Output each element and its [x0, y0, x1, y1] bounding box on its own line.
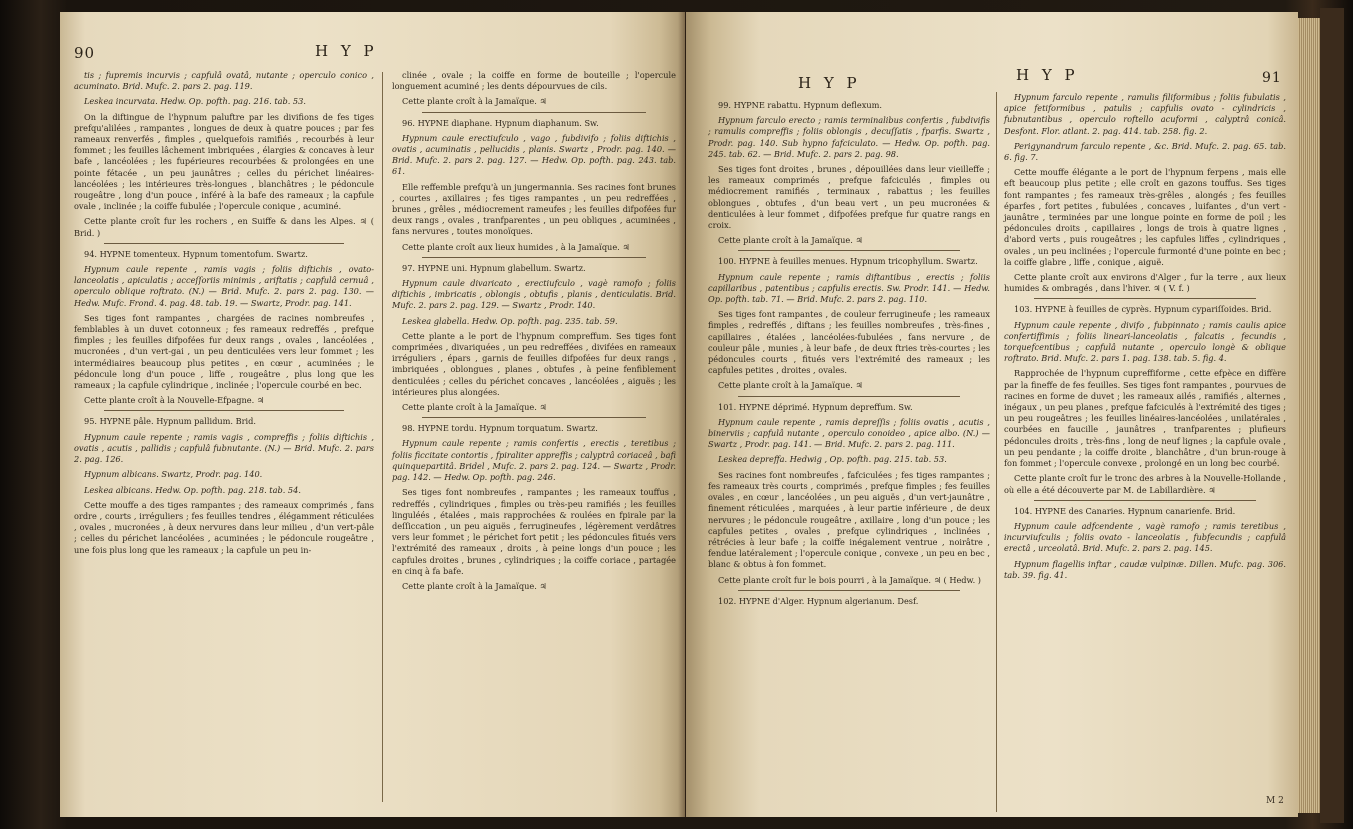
column-rule: [996, 92, 997, 812]
section-separator: [1034, 298, 1256, 299]
section-separator: [104, 410, 344, 411]
book-cover-edge: [1320, 8, 1344, 823]
body-paragraph: Cette plante croît fur le tronc des arbres à la Nouvelle-Hollande , où elle a été découverte par M. de Labillardière. ♃: [1004, 473, 1286, 495]
body-paragraph: Ses tiges font rampantes , de couleur ferrugineufe ; les rameaux fimples , redreffés , diftans ; les feuilles nombreufes , très-fines , capillaires , étalées , lancéolées-fubulées , fans nervure , de couleur pâle , munies , à leur bafe , de deux ftries très-courtes ; les pédoncules courts , fitués vers l'extrémité des rameaux ; les capfules petites , droites , ovales.: [708, 309, 990, 376]
left-page-number: 90: [74, 44, 96, 62]
section-separator: [738, 590, 960, 591]
synonym-paragraph: Leskea glabella. Hedw. Op. pofth. pag. 235. tab. 59.: [402, 315, 618, 326]
body-paragraph: 104. HYPNE des Canaries. Hypnum canarienfe. Brid.: [1014, 505, 1236, 516]
body-paragraph: 97. HYPNE uni. Hypnum glabellum. Swartz.: [402, 262, 586, 273]
synonym-paragraph: Hypnum caule erectiufculo , vago , fubdivifo ; foliis diftichis , ovatis , acuminatis , pellucidis , planis. Swartz , Prodr. pag. 140. — Brid. Mufc. 2. pars 2. pag. 127. — Hedw. Op. pofth. pag. 243. tab. 61.: [392, 132, 676, 177]
section-separator: [104, 243, 344, 244]
body-paragraph: Ses tiges font droites , brunes , dépouillées dans leur vieilleffe ; les rameaux comprimés , prefque fafciculés , fimples ou médiocrement ramifiés , terminaux , rabattus ; les feuilles oblongues , obtufes , d'un beau vert , un peu mucronées & denticulées à leur fommet , difpofées prefque fur quatre rangs en croix.: [708, 164, 990, 231]
section-separator: [422, 112, 646, 113]
synonym-paragraph: Hypnum caule repente ; ramis vagis , compreffis ; foliis diftichis , ovatis , acutis , pallidis ; capfulâ fubnutante. (N.) — Brid. Mufc. 2. pars 2. pag. 126.: [74, 431, 374, 465]
section-separator: [422, 417, 646, 418]
right-running-head: H Y P: [1016, 66, 1079, 84]
left-column-2: [392, 70, 676, 596]
left-running-head: H Y P: [315, 42, 378, 60]
body-paragraph: Cette plante croît à la Jamaïque. ♃: [402, 96, 547, 107]
section-separator: [738, 396, 960, 397]
synonym-paragraph: Leskea incurvata. Hedw. Op. pofth. pag. 216. tab. 53.: [84, 96, 306, 107]
body-paragraph: Cette plante croît à la Jamaïque. ♃: [718, 235, 863, 246]
section-separator: [422, 257, 646, 258]
left-page: [60, 12, 685, 817]
section-separator: [1034, 500, 1256, 501]
body-paragraph: 100. HYPNE à feuilles menues. Hypnum tricophyllum. Swartz.: [718, 256, 978, 267]
right-page-number: 91: [1262, 70, 1282, 86]
synonym-paragraph: Hypnum albicans. Swartz, Prodr. pag. 140.: [84, 469, 263, 480]
body-paragraph: Cette plante croît fur le bois pourri , à la Jamaïque. ♃ ( Hedw. ): [718, 574, 981, 585]
body-paragraph: Ses tiges font nombreufes , rampantes ; les rameaux touffus , redreffés , cylindriques , fimples ou très-peu ramifiés ; les feuilles linguléés , étalées , mais rapprochées & roulées en fpirale par la deſſiccation , un peu aiguës , ferrugineufes , légèrement verdâtres vers leur fommet ; le périchet fort petit ; les pédoncules fitués vers l'extrémité des rameaux , droits , à peine longs d'un pouce ; les capfules droites , brunes , cylindriques ; la coiffe coriace , partagée en cinq à fa bafe.: [392, 487, 676, 576]
body-paragraph: 95. HYPNE pâle. Hypnum pallidum. Brid.: [84, 416, 256, 427]
body-paragraph: Cette plante a le port de l'hypnum compreffum. Ses tiges font comprimées , divariquées , un peu redreffées , divifées en rameaux irréguliers , épars , garnis de feuilles difpofées fur deux rangs , imbriquées , oblongues , planes , obtufes , à peine fenfiblement denticulées ; celles du périchet concaves , lancéolées , aiguës ; les intérieures plus alongées.: [392, 330, 676, 397]
synonym-paragraph: Hypnum caule repente ; ramis diftantibus , erectis ; foliis capillaribus , patentibus ; capfulis erectis. Sw. Prodr. 141. — Hedw. Op. pofth. tab. 71. — Brid. Mufc. 2. pars 2. pag. 110.: [708, 271, 990, 305]
right-page: [686, 12, 1298, 817]
left-column-1: [74, 70, 374, 560]
body-paragraph: 102. HYPNE d'Alger. Hypnum algerianum. Desf.: [718, 595, 919, 606]
body-paragraph: Cette mouffe élégante a le port de l'hypnum ferpens , mais elle eft beaucoup plus petite ; elle croît en gazons touffus. Ses tiges font rampantes ; fes rameaux très-grêles , alongés ; fes feuilles éparfes , fort petites , fubulées , concaves , luifantes , d'un vert - jaunâtre , terminées par une longue pointe en forme de poil ; les pédoncules droits , capillaires , longs de trois à quatre lignes , d'abord verts , puis rougeâtres ; les capfules liffes , cylindriques , ovales , un peu inclinées ; l'opercule furmonté d'une pointe en bec ; la coiffe glabre , liffe , conique , aiguë.: [1004, 167, 1286, 267]
page-edges: [1298, 18, 1320, 813]
section-separator: [738, 250, 960, 251]
body-paragraph: 99. HYPNE rabattu. Hypnum deflexum.: [718, 100, 882, 110]
synonym-paragraph: Leskea depreffa. Hedwig , Op. pofth. pag. 215. tab. 53.: [718, 454, 947, 465]
right-column-2: [1004, 92, 1286, 585]
body-paragraph: Cette plante croît à la Jamaïque. ♃: [402, 402, 547, 413]
body-paragraph: Ses racines font nombreufes , fafciculées ; fes tiges rampantes ; fes rameaux très courts , comprimés , prefque fimples ; fes feuilles ovales , en cœur , lancéolées , un peu aiguës , d'un vert-jaunâtre , finement réticulées , marquées , à leur partie inférieure , de deux nervures ; le pédoncule rougeâtre , axillaire , long d'un pouce ; les capfules petites , ovales , prefque cylindriques , inclinées , rétrécies à leur bafe ; la coiffe inégalement ventrue , noirâtre , fendue latéralement ; l'opercule conique , convexe , un peu en bec , blanc & obtus à fon fommet.: [708, 469, 990, 570]
synonym-paragraph: Hypnum caule repente , divifo , fubpinnato ; ramis caulis apice confertiffimis ; foliis lineari-lanceolatis , falcatis , fecundis , torquefcentibus ; capfulâ nutante , operculo longè & oblique roftrato. Brid. Mufc. 2. pars 1. pag. 138. tab. 5. fig. 4.: [1004, 319, 1286, 364]
body-paragraph: On la diftingue de l'hypnum paluftre par les divifions de fes tiges prefqu'alilées , rampantes , longues de deux à quatre pouces ; par fes rameaux renverfés , fimples , quelquefois ramifiés , recourbés à leur fommet ; les feuilles lâchement imbriquées , élargies & concaves à leur bafe , lancéolées ; les fupérieures recourbées & prolongées en une pointe fétacée , un peu jaunâtres ; celles du périchet linéaires-lancéolées ; les intérieures très-longues , blanchâtres ; le pédoncule rougeâtre , long d'un pouce , inféré à la bafe des rameaux ; la capfule ovale , inclinée ; la coiffe fubulée ; l'opercule conique , acuminé.: [74, 111, 374, 212]
synonym-paragraph: tis ; fupremis incurvis ; capfulâ ovatâ, nutante ; operculo conico , acuminato. Brid. Mufc. 2. pars 2. pag. 119.: [74, 70, 374, 92]
synonym-paragraph: Hypnum farculo repente , ramulis filiformibus ; foliis fubulatis , apice fetiformibus , patulis ; capfulis ovato - cylindricis , fubnutantibus , operculo roftello acuformi , calyptrâ conicâ. Desfont. Flor. atlant. 2. pag. 414. tab. 258. fig. 2.: [1004, 92, 1286, 136]
right-column-1: [708, 100, 990, 611]
right-running-head-left: H Y P: [798, 74, 861, 92]
body-paragraph: 94. HYPNE tomenteux. Hypnum tomentofum. Swartz.: [84, 248, 308, 259]
body-paragraph: Cette plante croît à la Jamaïque. ♃: [718, 380, 863, 391]
body-paragraph: Cette plante croît aux lieux humides , à la Jamaïque. ♃: [402, 241, 630, 252]
body-paragraph: Cette mouffe a des tiges rampantes ; des rameaux comprimés , fans ordre , courts , irréguliers ; fes feuilles tendres , élégamment réticulées , ovales , mucronées , à deux nervures dans leur milieu , d'un vert-pâle ; celles du périchet lancéolées , acuminées ; le pédoncule rougeâtre , une fois plus long que les rameaux ; la capfule un peu in-: [74, 499, 374, 555]
synonym-paragraph: Hypnum caule divaricato , erectiufculo , vagè ramofo ; foliis diftichis , imbricatis , oblongis , obtufis , planis , denticulatis. Brid. Mufc. 2. pars 2. pag. 129. — Swartz , Prodr. 140.: [392, 278, 676, 311]
body-paragraph: 103. HYPNE à feuilles de cyprès. Hypnum cypariſſoides. Brid.: [1014, 304, 1272, 315]
body-paragraph: 96. HYPNE diaphane. Hypnum diaphanum. Sw.: [402, 117, 599, 128]
body-paragraph: Elle reffemble prefqu'à un jungermannia. Ses racines font brunes , courtes , axillaires ; fes tiges rampantes , un peu redreffées , brunes , grêles , médiocrement rameufes ; les feuilles difpofées fur deux rangs , ovales , tranfparentes , un peu obliques , acuminées , fans nervures , toutes monoïques.: [392, 181, 676, 237]
body-paragraph: Cette plante croît fur les rochers , en Suiffe & dans les Alpes. ♃ ( Brid. ): [74, 216, 374, 238]
body-paragraph: Ses tiges font rampantes , chargées de racines nombreufes , femblables à un duvet cotonneux ; fes rameaux redreffés , prefque fimples ; les feuilles difpofées fur deux rangs , ovales , lancéolées , mucronées , d'un vert-gai , un peu denticulées vers leur fommet ; les intermédiaires beaucoup plus petites , en cœur , acuminées ; le pédoncule long d'un pouce , liffe , rougeâtre , plus long que les rameaux ; la capfule cylindrique , inclinée ; l'opercule courbé en bec.: [74, 312, 374, 391]
synonym-paragraph: Hypnum caule adfcendente , vagè ramofo ; ramis teretibus , incurviufculis ; foliis ovato - lanceolatis , fubfecundis ; capfulâ erectâ , urceolatâ. Brid. Mufc. 2. pars 2. pag. 145.: [1004, 520, 1286, 554]
body-paragraph: Cette plante croît à la Nouvelle-Efpagne. ♃: [84, 395, 265, 406]
synonym-paragraph: Leskea albicans. Hedw. Op. pofth. pag. 218. tab. 54.: [84, 484, 301, 495]
body-paragraph: Rapprochée de l'hypnum cupreffiforme , cette efpèce en diffère par la fineffe de fes feuilles. Ses tiges font rampantes , pourvues de racines en forme de duvet ; les rameaux ailés , ramifiés , alternes , inégaux , un peu planes , prefque fafciculés à l'extrémité des tiges ; un peu rougeâtres ; les feuilles linéaires-lancéolées , unilatérales , courbées en faucille , jaunâtres , tranfparentes ; plufieurs pédoncules droits , très-fins , long de neuf lignes ; la capfule ovale , un peu pendante ; la coiffe droite , blanchâtre , d'un brun-rouge à fon fommet ; l'opercule convexe , prolongé en un long bec courbé.: [1004, 368, 1286, 469]
column-rule: [382, 72, 383, 802]
synonym-paragraph: Hypnum caule repente , ramis vagis ; foliis diftichis , ovato-lanceolatis , apiculatis ; acceſſoriis minimis , ariftatis ; capfulâ cernuâ , operculo oblique roftrato. (N.) — Brid. Mufc. 2. pars 2. pag. 130. — Hedw. Mufc. Frond. 4. pag. 48. tab. 19. — Swartz, Prodr. pag. 141.: [74, 264, 374, 308]
body-paragraph: 101. HYPNE déprimé. Hypnum depreffum. Sw.: [718, 401, 913, 412]
body-paragraph: Cette plante croît à la Jamaïque. ♃: [402, 580, 547, 591]
signature-mark: M 2: [1266, 796, 1284, 806]
synonym-paragraph: Perigynandrum farculo repente , &c. Brid. Mufc. 2. pag. 65. tab. 6. fig. 7.: [1004, 140, 1286, 163]
synonym-paragraph: Hypnum flagellis inftar , caudæ vulpinæ. Dillen. Mufc. pag. 306. tab. 39. fig. 41.: [1004, 558, 1286, 580]
synonym-paragraph: Hypnum caule repente ; ramis confertis , erectis , teretibus ; foliis ficcitate contortis , fpiraliter appreffis ; calyptrâ coriaceâ , bafi quinquepartitâ. Bridel , Mufc. 2. pars 2. pag. 124. — Swartz , Prodr. pag. 142. — Hedw. Op. pofth. pag. 246.: [392, 438, 676, 483]
body-paragraph: Cette plante croît aux environs d'Alger , fur la terre , aux lieux humides & ombragés , dans l'hiver. ♃ ( V. f. ): [1004, 272, 1286, 294]
synonym-paragraph: Hypnum caule repente , ramis depreſſis ; foliis ovatis , acutis , binerviis ; capfulâ nutante , operculo conoideo , apice albo. (N.) — Swartz , Prodr. pag. 141. — Brid. Mufc. 2. pars 2. pag. 111.: [708, 416, 990, 450]
synonym-paragraph: Hypnum farculo erecto ; ramis terminalibus confertis , fubdivifis ; ramulis compreffis ; foliis oblongis , decuſſatis , fparfis. Swartz , Prodr. pag. 140. Sub hypno fafciculato. — Hedw. Op. pofth. pag. 245. tab. 62. — Brid. Mufc. 2. pars 2. pag. 98.: [708, 115, 990, 159]
body-paragraph: clinée , ovale ; la coiffe en forme de bouteille ; l'opercule longuement acuminé ; les dents dépourvues de cils.: [392, 70, 676, 92]
body-paragraph: 98. HYPNE tordu. Hypnum torquatum. Swartz.: [402, 423, 598, 434]
